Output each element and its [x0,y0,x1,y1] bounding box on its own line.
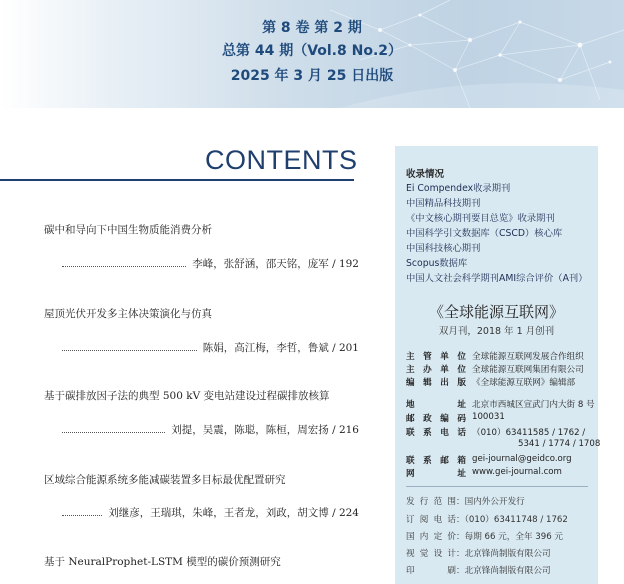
publish-row [406,547,551,559]
publish-date: 2025 年 3 月 25 日出版 [230,68,394,84]
article-authors: 刘提，吴震，陈聪，陈桓，周宏扬 / 216 [171,424,359,436]
leader-dots [62,431,165,433]
info-key: 主办单位 [406,365,466,375]
article-title[interactable]: 碳中和导向下中国生物质能消费分析 [44,224,212,236]
indexing-item: 中国精品科技期刊 [406,198,481,209]
indexing-title: 收录情况 [406,169,445,180]
publish-key: 印刷 [406,566,456,576]
info-key: 网址 [406,469,466,479]
header-banner [0,0,624,108]
article-title[interactable]: 区域综合能源系统多能减碳装置多目标最优配置研究 [44,474,286,486]
info-key: 主管单位 [406,352,466,362]
indexing-item: Scopus数据库 [406,258,468,269]
info-value: 全球能源互联网集团有限公司 [472,365,584,375]
article-title[interactable]: 基于 NeuralProphet-LSTM 模型的碳价预测研究 [44,556,281,568]
publish-key: 国内定价 [406,532,456,542]
indexing-item: 《中文核心期刊要目总览》收录期刊 [406,213,555,224]
indexing-item: 中国科学引文数据库（CSCD）核心库 [406,228,563,239]
info-value: （010）63411585 / 1762 / [472,428,586,438]
article-title[interactable]: 基于碳排放因子法的典型 500 kV 变电站建设过程碳排放核算 [44,390,330,402]
journal-name: 《全球能源互联网》 [428,303,564,321]
publish-value: ：北京锋尚制版有限公司 [456,566,551,576]
article-authors: 李峰，张舒涵，邵天铭，庞军 / 192 [192,258,359,270]
publish-key: 发行范围 [406,497,456,507]
article-authors: 刘继彦，王瑞琪，朱峰，王者龙，刘政，胡文博 / 224 [108,507,359,519]
info-value: 《全球能源互联网》编辑部 [472,378,576,388]
publish-value: ：（010）63411748 / 1762 [456,515,568,525]
info-key: 联系电话 [406,428,466,438]
info-value[interactable]: gei-journal@geidco.org [472,454,572,464]
publish-row [406,495,525,507]
section-divider [406,486,588,487]
indexing-item: 中国人文社会科学期刊AMI综合评价（A刊） [406,273,588,284]
total-issue: 总第 44 期（Vol.8 No.2） [221,43,403,59]
info-key: 地址 [406,400,466,410]
publish-row [406,530,563,542]
article-authors-row [62,340,359,355]
info-key: 编辑出版 [406,378,466,388]
journal-info-panel [395,146,601,584]
publish-key: 视觉设计 [406,549,456,559]
indexing-item: 中国科技核心期刊 [406,243,481,254]
publish-row [406,564,551,576]
info-value: 100031 [472,412,505,422]
leader-dots [62,514,102,516]
info-value: 全球能源互联网发展合作组织 [472,352,584,362]
indexing-item: Ei Compendex收录期刊 [406,183,511,194]
contents-divider [0,179,354,181]
info-key: 邮政编码 [406,414,466,424]
article-title[interactable]: 屋顶光伏开发多主体决策演化与仿真 [44,308,212,320]
publish-value: ：每期 66 元，全年 396 元 [456,532,564,542]
leader-dots [62,265,186,267]
contents-title: CONTENTS [205,145,358,175]
info-key: 联系邮箱 [406,456,466,466]
volume-issue: 第 8 卷 第 2 期 [262,20,362,36]
publish-row [406,513,568,525]
article-authors-row [62,256,359,271]
publish-key: 订阅电话 [406,515,456,525]
publish-value: ：国内外公开发行 [456,497,525,507]
website-link[interactable]: www.gei-journal.com [472,467,562,477]
journal-frequency: 双月刊，2018 年 1 月创刊 [438,326,555,337]
article-authors-row [62,422,359,437]
leader-dots [62,349,197,351]
info-value: 北京市西城区宣武门内大街 8 号 [472,400,595,410]
indexing-list [406,181,588,286]
article-authors: 陈娟，高江梅，李哲，鲁斌 / 201 [202,342,359,354]
info-value: 5341 / 1774 / 1708 [518,439,601,449]
publish-value: ：北京锋尚制版有限公司 [456,549,551,559]
article-authors-row [62,505,359,520]
